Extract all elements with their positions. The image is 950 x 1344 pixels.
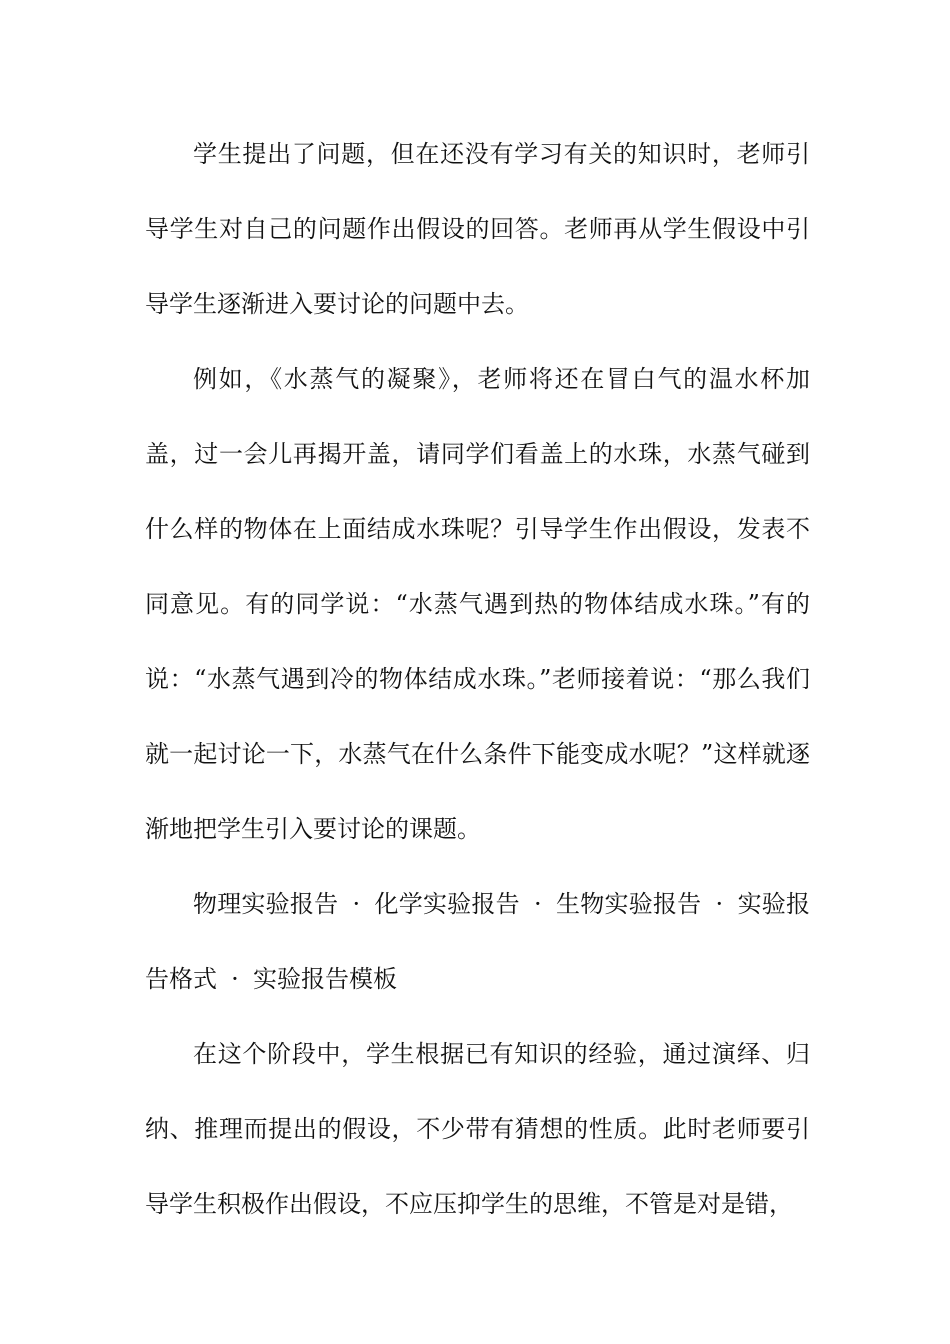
link-separator: · bbox=[352, 890, 361, 918]
related-links-list bbox=[145, 867, 810, 1017]
paragraph-example-water-vapor: 例如，《水蒸气的凝聚》，老师将还在冒白气的温水杯加盖，过一会儿再揭开盖，请同学们看盖上的水珠，水蒸气碰到什么样的物体在上面结成水珠呢？引导学生作出假设，发表不同意见。有的同学说：“水蒸气遇到热的物体结成水珠。”有的说：“水蒸气遇到冷的物体结成水珠。”老师接着说：“那么我们就一起讨论一下，水蒸气在什么条件下能变成水呢？”这样就逐渐地把学生引入要讨论的课题。 bbox=[145, 365, 810, 843]
link-report-format[interactable]: 实验报告格式 bbox=[145, 890, 811, 993]
link-physics-report[interactable]: 物理实验报告 bbox=[193, 890, 339, 918]
link-chemistry-report[interactable]: 化学实验报告 bbox=[374, 890, 520, 918]
link-biology-report[interactable]: 生物实验报告 bbox=[555, 890, 702, 918]
link-separator: · bbox=[534, 890, 542, 918]
link-separator: · bbox=[231, 965, 239, 993]
paragraph-question-hypothesis: 学生提出了问题，但在还没有学习有关的知识时，老师引导学生对自己的问题作出假设的回答。老师再从学生假设中引导学生逐渐进入要讨论的问题中去。 bbox=[145, 140, 810, 318]
paragraph-hypothesis-stage: 在这个阶段中，学生根据已有知识的经验，通过演绎、归纳、推理而提出的假设，不少带有猜想的性质。此时老师要引导学生积极作出假设，不应压抑学生的思维，不管是对是错， bbox=[145, 1040, 810, 1218]
link-report-template[interactable]: 实验报告模板 bbox=[253, 965, 397, 993]
link-separator: · bbox=[715, 890, 724, 918]
